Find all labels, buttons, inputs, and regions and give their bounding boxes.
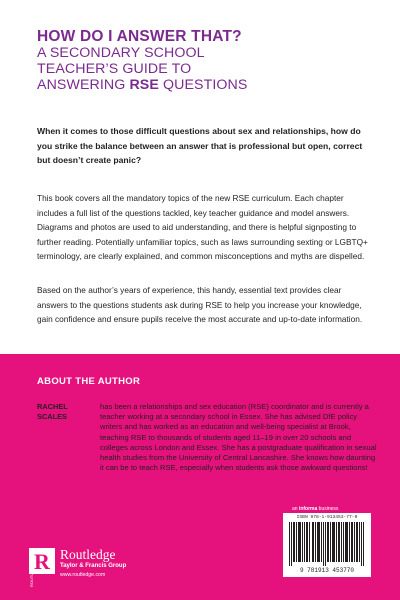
description-paragraph-2: Based on the author’s years of experience, this handy, essential text provides clear answers to the questions students ask during RSE to help you increase your knowledge, gain confidence and ensure pupils receive the most accurate and up-to-date information. <box>37 285 363 324</box>
author-last-name: SCALES <box>37 412 67 421</box>
about-author-heading: ABOUT THE AUTHOR <box>37 376 141 387</box>
subtitle-line-3-bold: RSE <box>129 77 159 93</box>
book-title <box>37 28 377 93</box>
subtitle-line-3-post: QUESTIONS <box>158 77 248 93</box>
informa-business-label <box>292 506 338 512</box>
barcode-box <box>283 513 371 577</box>
barcode-number: 9 781913 453770 <box>299 567 354 574</box>
publisher-name: Routledge <box>60 547 116 562</box>
title-heading: HOW DO I ANSWER THAT? <box>37 28 242 45</box>
description-paragraph-1: This book covers all the mandatory topics of the new RSE curriculum. Each chapter includes a full list of the questions tackled, key teacher guidance and model answers. Diagrams and photos are used to aid understanding, and there is helpful signposting to further reading. Potentially unfamiliar topics, such as laws surrounding sexting or LGBTQ+ terminology, are clearly explained, and common misconceptions and myths are dispelled. <box>37 193 368 261</box>
subtitle-line-2: TEACHER’S GUIDE TO <box>37 61 192 77</box>
subtitle-line-3 <box>37 77 377 93</box>
informa-pre: an <box>292 506 299 512</box>
author-bio: has been a relationships and sex education (RSE) coordinator and is currently a teacher working at a secondary school in Essex. She has advised DfE policy writers and has worked as an education and well-being specialist at Brook, teaching RSE to thousands of students aged 11–19 in over 20 schools and colleges across London and Essex. She has a postgraduate qualification in sexual health studies from the University of Central Lancashire. She knows how daunting it can be to teach RSE, especially when students ask those awkward questions! <box>100 402 377 473</box>
logo-vertical-text: ROUTLEDGE <box>29 562 34 587</box>
isbn-label: ISBN 978-1-913453-77-0 <box>296 515 358 520</box>
publisher-group: Taylor & Francis Group <box>60 563 127 569</box>
subtitle-line-3-pre: ANSWERING <box>37 77 130 93</box>
routledge-logo-icon <box>29 548 55 588</box>
subtitle-line-1: A SECONDARY SCHOOL <box>37 45 205 61</box>
author-first-name: RACHEL <box>37 402 68 411</box>
publisher-url[interactable]: www.routledge.com <box>60 572 106 578</box>
intro-question: When it comes to those difficult questions about sex and relationships, how do you strike the balance between an answer that is professional but open, correct but doesn’t create panic? <box>37 126 363 165</box>
logo-letter: R <box>34 549 50 574</box>
informa-post: business <box>317 506 339 512</box>
informa-bold: informa <box>298 506 318 512</box>
author-name <box>37 402 92 422</box>
barcode-icon <box>289 522 365 566</box>
